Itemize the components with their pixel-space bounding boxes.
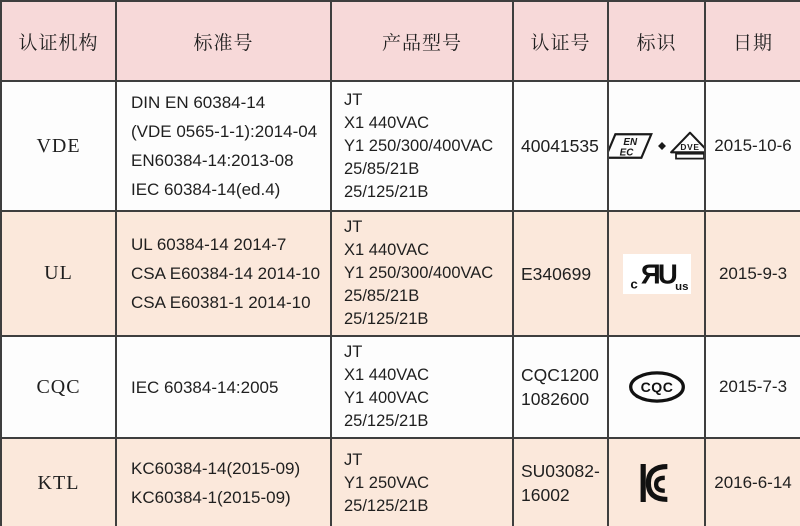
cqc-letters: CQC [640, 379, 673, 396]
cert-no-line: 40041535 [521, 136, 599, 156]
model-line: 25/125/21B [344, 496, 429, 515]
kc-mark-icon [638, 461, 676, 505]
model-line: Y1 250VAC [344, 473, 429, 492]
cert-no-cell [513, 211, 608, 336]
standard-line: CSA E60381-1 2014-10 [131, 293, 311, 312]
cert-no-cell [513, 336, 608, 438]
vde-letters: DVE [679, 142, 700, 153]
table-row [1, 81, 800, 211]
model-line: 25/125/21B [344, 310, 429, 328]
header-product-model: 产品型号 [331, 1, 513, 81]
standard-line: DIN EN 60384-14 [131, 93, 266, 112]
org-name: KTL [1, 438, 116, 526]
model-line: X1 440VAC [344, 241, 429, 259]
enec-text-top: EN [622, 136, 637, 148]
mark-cell [608, 81, 705, 211]
table-row [1, 211, 800, 336]
table-row [1, 336, 800, 438]
ul-us-letters: us [674, 280, 688, 293]
standard-line: EN60384-14:2013-08 [131, 151, 294, 170]
model-line: JT [344, 218, 363, 236]
mark-cell [608, 336, 705, 438]
model-line: X1 440VAC [344, 366, 429, 384]
mark-cell [608, 211, 705, 336]
date-cell: 2015-10-6 [705, 81, 800, 211]
cert-no-line: 1082600 [521, 389, 590, 409]
ul-monogram: ЯU [640, 258, 675, 290]
standard-line: UL 60384-14 2014-7 [131, 235, 287, 254]
model-line: 25/85/21B [344, 287, 420, 305]
standards-cell [116, 81, 331, 211]
models-cell [331, 336, 513, 438]
model-line: JT [344, 450, 363, 469]
standard-line: CSA E60384-14 2014-10 [131, 264, 321, 283]
vde-triangle-icon [669, 130, 706, 162]
model-line: JT [344, 90, 363, 109]
date-cell: 2016-6-14 [705, 438, 800, 526]
org-name: UL [1, 211, 116, 336]
header-cert-no: 认证号 [513, 1, 608, 81]
model-line: Y1 400VAC [344, 389, 429, 407]
model-line: JT [344, 343, 363, 361]
ul-listed-mark-icon [623, 254, 691, 294]
date-cell: 2015-9-3 [705, 211, 800, 336]
header-mark: 标识 [608, 1, 705, 81]
cqc-mark-icon [626, 367, 688, 407]
date-cell: 2015-7-3 [705, 336, 800, 438]
enec-square-icon [658, 142, 666, 150]
standard-line: KC60384-1(2015-09) [131, 488, 291, 507]
standards-cell [116, 438, 331, 526]
standard-line: IEC 60384-14(ed.4) [131, 180, 281, 199]
model-line: 25/85/21B [344, 159, 420, 178]
cert-no-cell [513, 81, 608, 211]
standards-cell [116, 211, 331, 336]
standard-line: (VDE 0565-1-1):2014-04 [131, 122, 318, 141]
cert-no-line: E340699 [521, 263, 592, 284]
table-row [1, 438, 800, 526]
models-cell [331, 81, 513, 211]
header-cert-body: 认证机构 [1, 1, 116, 81]
org-name: VDE [1, 81, 116, 211]
standard-line: IEC 60384-14:2005 [131, 377, 279, 397]
enec-mark-icon [608, 128, 655, 164]
cert-no-cell [513, 438, 608, 526]
mark-cell [608, 438, 705, 526]
header-date: 日期 [705, 1, 800, 81]
model-line: Y1 250/300/400VAC [344, 136, 494, 155]
model-line: Y1 250/300/400VAC [344, 264, 494, 282]
cert-no-line: CQC1200 [521, 365, 599, 385]
model-line: X1 440VAC [344, 113, 429, 132]
cert-no-line: 16002 [521, 485, 570, 505]
standard-line: KC60384-14(2015-09) [131, 459, 301, 478]
org-name: CQC [1, 336, 116, 438]
header-standard-no: 标准号 [116, 1, 331, 81]
ul-c-letter: c [629, 275, 638, 291]
models-cell [331, 438, 513, 526]
enec-text-bottom: EC [619, 147, 633, 159]
models-cell [331, 211, 513, 336]
model-line: 25/125/21B [344, 182, 429, 201]
model-line: 25/125/21B [344, 412, 429, 430]
standards-cell [116, 336, 331, 438]
cert-no-line: SU03082- [521, 461, 600, 481]
header-row [1, 1, 800, 81]
